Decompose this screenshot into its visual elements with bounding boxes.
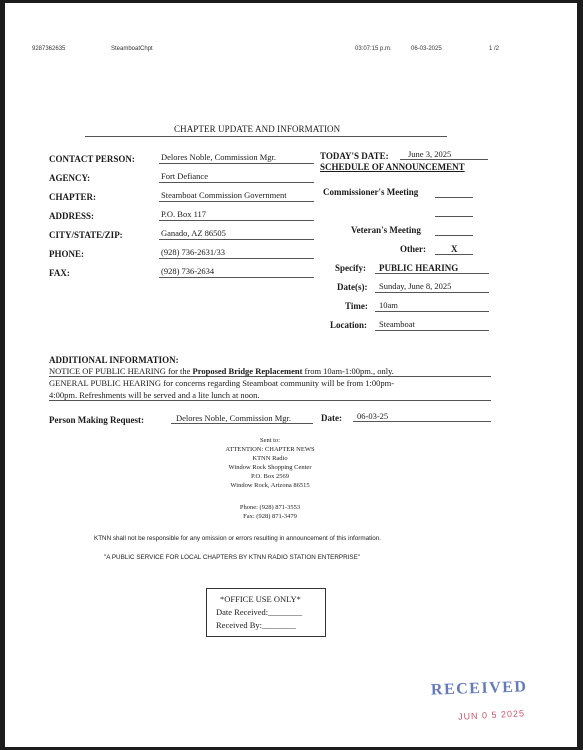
address-underline xyxy=(159,220,314,221)
office-use-title: *OFFICE USE ONLY* xyxy=(220,594,301,604)
todays-date-value: June 3, 2025 xyxy=(408,149,452,159)
public-service-note: "A PUBLIC SERVICE FOR LOCAL CHAPTERS BY KTNN RADIO STATION ENTERPRISE" xyxy=(104,554,361,561)
fax-number: 9287362635 xyxy=(32,46,66,52)
sent-to-fax: Fax: (928) 871-3479 xyxy=(243,513,297,520)
todays-date-label: TODAY'S DATE: xyxy=(320,151,389,161)
additional-info-line-1-post: from 10am-1:00pm., only. xyxy=(302,366,394,376)
additional-info-underline-1 xyxy=(49,376,491,377)
dates-label: Date(s): xyxy=(337,282,368,292)
fax-date: 06-03-2025 xyxy=(411,46,442,52)
veterans-meeting-label: Veteran's Meeting xyxy=(351,225,421,235)
veterans-meeting-blank xyxy=(435,235,473,236)
sent-to-line-1: ATTENTION: CHAPTER NEWS xyxy=(225,446,315,453)
additional-information-label: ADDITIONAL INFORMATION: xyxy=(49,355,179,365)
title-underline xyxy=(85,136,447,137)
additional-info-underline-2 xyxy=(49,400,491,401)
fax-time: 03:07:15 p.m. xyxy=(355,46,392,52)
received-stamp: RECEIVED xyxy=(430,678,528,699)
request-date-value: 06-03-25 xyxy=(357,411,389,421)
specify-value: PUBLIC HEARING xyxy=(379,263,459,273)
location-underline xyxy=(375,330,489,331)
fax-label: FAX: xyxy=(49,268,70,278)
contact-person-value: Delores Noble, Commission Mgr. xyxy=(161,152,276,162)
fax-sender: SteamboatChpt xyxy=(111,46,153,52)
other-value: X xyxy=(451,244,458,254)
time-value: 10am xyxy=(379,300,398,310)
additional-info-line-1-pre: NOTICE OF PUBLIC HEARING for the xyxy=(49,366,193,376)
sent-to-heading: Sent to: xyxy=(259,437,281,444)
chapter-label: CHAPTER: xyxy=(49,192,96,202)
person-making-request-value: Delores Noble, Commission Mgr. xyxy=(176,413,291,423)
fax-value: (928) 736-2634 xyxy=(161,266,215,276)
additional-info-line-1 xyxy=(49,366,394,376)
sent-to-line-4: P.O. Box 2569 xyxy=(251,473,289,480)
blank-line xyxy=(435,216,473,217)
address-value: P.O. Box 117 xyxy=(161,209,207,219)
fax-page xyxy=(5,3,577,747)
commissioners-meeting-label: Commissioner's Meeting xyxy=(323,187,419,197)
other-underline xyxy=(435,254,473,255)
city-underline xyxy=(159,239,314,240)
sent-to-line-3: Window Rock Shopping Center xyxy=(228,464,312,471)
agency-underline xyxy=(159,182,314,183)
received-date-stamp: JUN 0 5 2025 xyxy=(457,708,526,722)
schedule-of-announcement-heading: SCHEDULE OF ANNOUNCEMENT xyxy=(320,162,465,172)
disclaimer: KTNN shall not be responsible for any omission or errors resulting in announcement of this information. xyxy=(94,535,381,542)
additional-info-line-2: GENERAL PUBLIC HEARING for concerns regarding Steamboat community will be from 1:00pm- xyxy=(49,378,395,388)
received-by-label: Received By:________ xyxy=(216,620,297,630)
chapter-underline xyxy=(159,201,314,202)
contact-person-underline xyxy=(159,163,314,164)
office-use-box xyxy=(206,588,326,637)
sent-to-line-2: KTNN Radio xyxy=(252,455,288,462)
additional-info-line-3: 4:00pm. Refreshments will be served and a lite lunch at noon. xyxy=(49,390,260,400)
city-state-zip-value: Ganado, AZ 86505 xyxy=(161,228,226,238)
contact-person-label: CONTACT PERSON: xyxy=(49,154,135,164)
address-label: ADDRESS: xyxy=(49,211,95,221)
specify-underline xyxy=(375,273,489,274)
request-date-underline xyxy=(353,421,491,422)
time-underline xyxy=(375,311,489,312)
sent-to-line-5: Window Rock, Arizona 86515 xyxy=(230,482,310,489)
fax-page-number: 1 /2 xyxy=(489,46,500,52)
dates-underline xyxy=(375,292,489,293)
specify-label: Specify: xyxy=(335,263,366,273)
fax-underline xyxy=(159,277,314,278)
person-making-request-label: Person Making Request: xyxy=(49,415,144,425)
location-value: Steamboat xyxy=(379,319,415,329)
proposed-bridge-replacement: Proposed Bridge Replacement xyxy=(192,366,303,376)
date-received-label: Date Received:________ xyxy=(216,607,303,617)
phone-label: PHONE: xyxy=(49,249,84,259)
request-date-label: Date: xyxy=(321,413,342,423)
todays-date-underline xyxy=(400,159,488,160)
form-title: CHAPTER UPDATE AND INFORMATION xyxy=(174,124,341,134)
person-making-request-underline xyxy=(171,423,313,424)
other-label: Other: xyxy=(400,244,426,254)
phone-underline xyxy=(159,258,314,259)
location-label: Location: xyxy=(330,320,367,330)
agency-label: AGENCY: xyxy=(49,173,91,183)
city-state-zip-label: CITY/STATE/ZIP: xyxy=(49,230,123,240)
chapter-value: Steamboat Commission Government xyxy=(161,190,287,200)
time-label: Time: xyxy=(345,301,368,311)
agency-value: Fort Defiance xyxy=(161,171,208,181)
commissioners-meeting-blank xyxy=(435,197,473,198)
dates-value: Sunday, June 8, 2025 xyxy=(379,281,452,291)
phone-value: (928) 736-2631/33 xyxy=(161,247,225,257)
sent-to-phone: Phone: (928) 871-3553 xyxy=(239,504,301,511)
